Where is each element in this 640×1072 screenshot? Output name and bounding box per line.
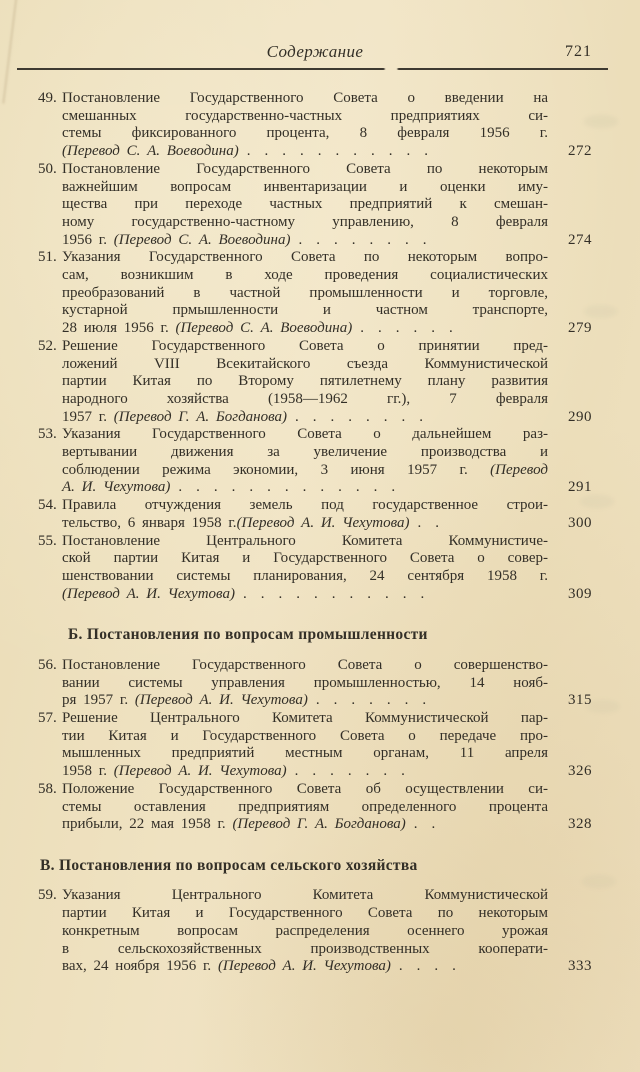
entry-number: 53.: [38, 426, 57, 443]
entry-number: 52.: [38, 337, 57, 354]
entry-page-number: 309: [568, 585, 592, 602]
translator-credit: (Перевод С. А. Воеводина): [175, 320, 353, 337]
entry-number: 57.: [38, 710, 57, 726]
toc-section: [38, 625, 592, 834]
dot-leader: ..: [417, 514, 454, 531]
dot-leader: ..: [413, 816, 450, 833]
toc-section: [38, 856, 592, 976]
entry-number: 59.: [38, 887, 57, 904]
translator-credit: (Перевод С. А. Воеводина): [113, 231, 291, 248]
entry-text: Указания Государственного Совета о дальнейшем раз- вертывании движения за увеличение производства и соблюдении режима экономии, 3 июня 1957 г. (Перевод А. И. Чехутова) .............: [62, 426, 548, 496]
dot-leader: ........: [295, 408, 438, 425]
entry-number: 49.: [38, 90, 57, 106]
table-of-contents: [38, 90, 592, 976]
toc-entry: [38, 887, 592, 976]
translator-credit: А. И. Чехутова): [62, 479, 171, 496]
dot-leader: .......: [294, 763, 419, 780]
entry-number: 54.: [38, 497, 57, 514]
entry-text: Решение Центрального Комитета Коммунистической пар- тии Китая и Государственного Совета о передаче про- мышленных предприятий местным органам, 11 апреля 1958 г. (Перевод А. И. Чехутова) .......: [62, 710, 548, 780]
toc-section: [38, 90, 592, 603]
entry-text: Постановление Центрального Комитета Коммунистиче- ской партии Китая и Государственного Совета о совер- шенствовании системы планирования, 24 сентября 1958 г. (Перевод А. И. Чехутова) ...........: [62, 532, 548, 602]
toc-entry: [38, 781, 592, 834]
entry-text: Решение Государственного Совета о принятии пред- ложений VIII Всекитайского съезда Коммунистической партии Китая по Второму пятилетнему плану развития народного хозяйства (1958—1962 гг.), 7 февраля 1957 г. (Перевод Г. А. Богданова) ........: [62, 337, 548, 425]
dot-leader: .............: [178, 479, 410, 496]
dot-leader: ......: [360, 320, 467, 337]
toc-entry: [38, 657, 592, 710]
paper-crease-artifact: [2, 0, 17, 104]
entry-text: Положение Государственного Совета об осуществлении си- стемы оставления предприятиям определенного процента прибыли, 22 мая 1958 г. (Перевод Г. А. Богданова) ..: [62, 780, 548, 833]
entry-number: 58.: [38, 780, 57, 797]
entry-number: 56.: [38, 656, 57, 673]
translator-credit: (Перевод А. И. Чехутова): [62, 585, 235, 602]
toc-entry: [38, 533, 592, 604]
translator-credit: (Перевод: [490, 461, 548, 478]
entry-page-number: 333: [568, 958, 592, 975]
entry-page-number: 315: [568, 692, 592, 709]
entry-page-number: 290: [568, 408, 592, 425]
page-title: Содержание: [266, 42, 364, 61]
entry-page-number: 291: [568, 479, 592, 496]
entry-number: 55.: [38, 532, 57, 549]
dot-leader: .......: [315, 692, 441, 709]
toc-entry: [38, 710, 592, 781]
translator-credit: (Перевод Г. А. Богданова): [232, 816, 406, 833]
dot-leader: ...........: [242, 585, 439, 602]
toc-entry: [38, 161, 592, 250]
entry-text: Постановление Государственного Совета о совершенство- вании системы управления промышленностью, 14 нояб- ря 1957 г. (Перевод А. И. Чехутова) .......: [62, 656, 548, 709]
entry-page-number: 326: [568, 763, 592, 780]
entry-page-number: 328: [568, 816, 592, 833]
translator-credit: (Перевод А. И. Чехутова): [113, 763, 287, 780]
translator-credit: (Перевод Г. А. Богданова): [113, 408, 288, 425]
toc-entry: [38, 338, 592, 427]
translator-credit: (Перевод А. И. Чехутова): [236, 514, 410, 531]
entry-page-number: 272: [568, 143, 592, 160]
toc-entry: [38, 426, 592, 497]
entry-text: Указания Государственного Совета по некоторым вопро- сам, возникшим в ходе проведения социалистических преобразований в частной промышленности и торговле, кустарной прмышленности и частном транспорте, 28 июля 1956 г. (Перевод С. А. Воеводина) ......: [62, 249, 548, 337]
section-heading: Б. Постановления по вопросам промышленности: [68, 626, 428, 644]
header-rule: [17, 68, 608, 70]
entry-number: 51.: [38, 249, 57, 266]
translator-credit: (Перевод А. И. Чехутова): [217, 958, 391, 975]
dot-leader: ...........: [246, 143, 442, 160]
toc-entry: [38, 497, 592, 532]
translator-credit: (Перевод А. И. Чехутова): [134, 692, 308, 709]
dot-leader: ....: [398, 958, 470, 975]
running-head: [38, 42, 592, 64]
toc-entry: [38, 90, 592, 161]
entry-page-number: 274: [568, 231, 592, 248]
entry-page-number: 279: [568, 320, 592, 337]
folio-page-number: 721: [565, 43, 592, 60]
entry-text: Указания Центрального Комитета Коммунистической партии Китая и Государственного Совета по некоторым конкретным вопросам распределения осеннего урожая в сельскохозяйственных производственных кооперати- вах, 24 ноября 1956 г. (Перевод А. И. Чехутова) ....: [62, 887, 548, 975]
entry-number: 50.: [38, 160, 57, 177]
entry-text: Постановление Государственного Совета по некоторым важнейшим вопросам инвентаризации и оценки иму- щества при переходе частных предприятий к смешан- ному государственно-частному управлению, 8 февраля 1956 г. (Перевод С. А. Воеводина) ........: [62, 160, 548, 248]
entry-text: Постановление Государственного Совета о введении на смешанных государственно-частных предприятиях си- стемы фиксированного процента, 8 февраля 1956 г. (Перевод С. А. Воеводина) ...........: [62, 90, 548, 160]
entry-text: Правила отчуждения земель под государственное строи- тельство, 6 января 1958 г.(Перевод А. И. Чехутова) ..: [62, 497, 548, 531]
section-heading: В. Постановления по вопросам сельского хозяйства: [40, 856, 418, 874]
toc-entry: [38, 249, 592, 338]
dot-leader: ........: [298, 231, 441, 248]
translator-credit: (Перевод С. А. Воеводина): [62, 143, 239, 160]
entry-page-number: 300: [568, 514, 592, 531]
